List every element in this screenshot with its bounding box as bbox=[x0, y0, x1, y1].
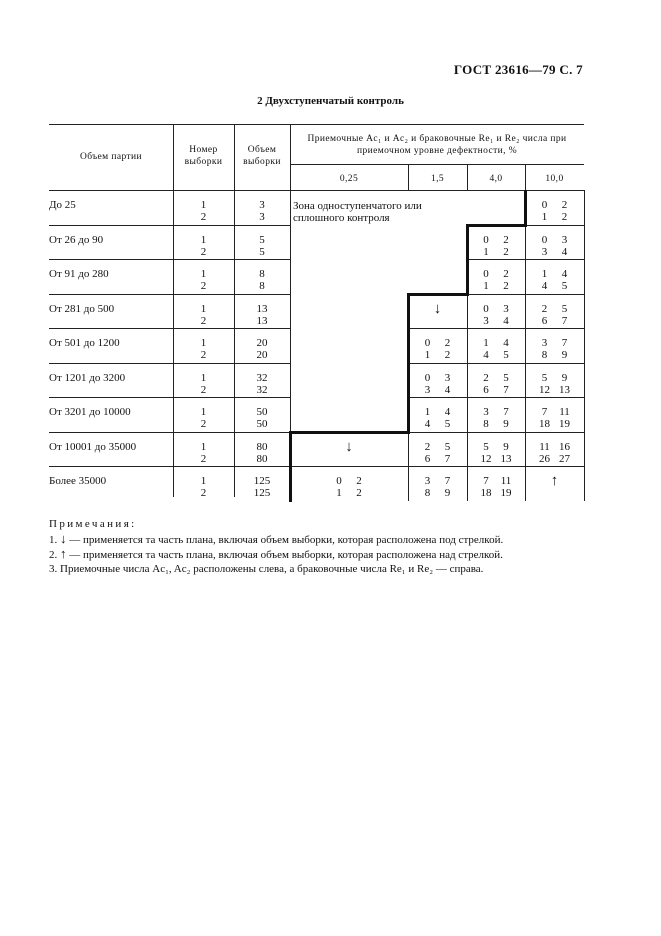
stage-2-numbers bbox=[418, 384, 458, 396]
sample-number: 1 bbox=[200, 406, 207, 418]
cell-divider bbox=[584, 363, 585, 398]
acceptance-number: 0 bbox=[483, 268, 489, 280]
acceptance-number: 4 bbox=[541, 280, 548, 292]
acceptance-number: 3 bbox=[424, 475, 431, 487]
sample-number: 1 bbox=[200, 199, 207, 211]
col-header-sample-no-line1: Номер bbox=[189, 145, 218, 155]
note-1-text: — применяется та часть плана, включая объем выборки, которая расположена под стрелкой. bbox=[69, 533, 504, 546]
batch-size-label: От 3201 до 10000 bbox=[49, 406, 131, 418]
cell-divider bbox=[525, 294, 526, 329]
acceptance-number: 6 bbox=[541, 314, 548, 327]
rejection-number: 19 bbox=[500, 487, 512, 499]
acceptance-number: 8 bbox=[541, 349, 548, 361]
acceptance-number: 1 bbox=[336, 487, 342, 499]
cell-divider bbox=[584, 397, 585, 432]
sample-number: 2 bbox=[200, 418, 207, 430]
cell-divider bbox=[584, 432, 585, 467]
sample-number: 2 bbox=[200, 245, 207, 258]
zone-boundary bbox=[466, 259, 469, 295]
acceptance-number: 0 bbox=[541, 233, 548, 246]
cell-divider bbox=[525, 466, 526, 501]
acceptance-number: 2 bbox=[483, 371, 489, 384]
stage-1-numbers bbox=[535, 199, 575, 211]
stage-2-numbers bbox=[535, 349, 575, 361]
acceptance-number: 0 bbox=[336, 475, 342, 487]
cell-divider bbox=[467, 432, 468, 467]
rejection-number: 7 bbox=[503, 383, 509, 396]
stage-2-numbers bbox=[476, 487, 516, 499]
stage-1-numbers bbox=[476, 372, 516, 384]
stage-2-numbers bbox=[535, 315, 575, 327]
rejection-number: 5 bbox=[503, 349, 509, 361]
batch-size-label: От 1201 до 3200 bbox=[49, 371, 126, 384]
sample-size: 5 bbox=[259, 245, 265, 258]
cell-divider bbox=[525, 328, 526, 363]
acceptance-number: 0 bbox=[424, 337, 431, 349]
zone-boundary bbox=[289, 431, 410, 434]
cell-rule bbox=[467, 259, 525, 260]
sample-size: 50 bbox=[256, 418, 268, 430]
cell-rule bbox=[525, 259, 584, 260]
down-arrow-icon: ↓ bbox=[345, 438, 353, 455]
acceptance-number: 1 bbox=[424, 349, 431, 361]
sample-number: 2 bbox=[200, 314, 207, 327]
rejection-number: 13 bbox=[500, 452, 512, 465]
acceptance-number: 0 bbox=[541, 199, 548, 211]
acceptance-number: 7 bbox=[483, 475, 489, 487]
cell-rule bbox=[408, 466, 467, 467]
cell-rule bbox=[290, 466, 408, 467]
rejection-number: 2 bbox=[356, 475, 362, 487]
up-arrow-icon: ↑ bbox=[60, 546, 67, 561]
cell-rule bbox=[408, 363, 467, 364]
stage-1-numbers bbox=[476, 475, 516, 487]
down-arrow-icon: ↓ bbox=[60, 530, 67, 546]
batch-size-label: Более 35000 bbox=[49, 475, 107, 487]
sample-size: 3 bbox=[259, 211, 265, 223]
row-rule bbox=[49, 225, 290, 226]
rejection-number: 3 bbox=[444, 371, 451, 384]
stage-2-numbers bbox=[476, 349, 516, 361]
acceptance-number: 0 bbox=[424, 371, 431, 384]
col-header-numbers bbox=[290, 133, 584, 157]
sample-size: 3 bbox=[259, 199, 265, 211]
notes bbox=[49, 518, 503, 576]
cell-divider bbox=[584, 190, 585, 225]
zone-label-line1: Зона одноступенчатого или bbox=[293, 200, 422, 212]
acceptance-number: 3 bbox=[541, 337, 548, 349]
sample-number: 2 bbox=[200, 452, 207, 465]
acceptance-number: 6 bbox=[424, 452, 431, 465]
sample-number: 1 bbox=[200, 440, 207, 453]
sample-number: 1 bbox=[200, 233, 207, 246]
col-header-numbers-line2: приемочном уровне дефектности, % bbox=[356, 146, 518, 156]
stage-1-numbers bbox=[418, 406, 458, 418]
note-1 bbox=[49, 532, 503, 548]
rejection-number: 7 bbox=[444, 475, 451, 487]
level-header: 4,0 bbox=[489, 174, 503, 184]
single-stage-zone-label bbox=[293, 200, 422, 224]
stage-1-numbers bbox=[329, 475, 369, 487]
acceptance-number: 11 bbox=[539, 440, 550, 453]
stage-2-numbers bbox=[418, 453, 458, 465]
stage-1-numbers bbox=[535, 441, 575, 453]
stage-1-numbers bbox=[476, 234, 516, 246]
batch-size-label: До 25 bbox=[49, 199, 76, 211]
stage-2-numbers bbox=[535, 384, 575, 396]
rejection-number: 9 bbox=[503, 440, 509, 453]
rejection-number: 9 bbox=[444, 487, 451, 499]
rejection-number: 2 bbox=[561, 211, 568, 223]
rejection-number: 2 bbox=[561, 199, 568, 211]
acceptance-number: 3 bbox=[483, 406, 489, 418]
cell-rule bbox=[467, 466, 525, 467]
stage-2-numbers bbox=[476, 453, 516, 465]
sample-size: 125 bbox=[253, 487, 271, 499]
sample-size: 125 bbox=[253, 475, 271, 487]
row-rule bbox=[49, 294, 290, 295]
stage-2-numbers bbox=[535, 418, 575, 430]
rejection-number: 27 bbox=[559, 452, 570, 465]
stage-2-numbers bbox=[476, 384, 516, 396]
sample-number: 1 bbox=[200, 337, 207, 349]
rejection-number: 4 bbox=[444, 406, 451, 418]
acceptance-number: 2 bbox=[541, 302, 548, 315]
batch-size-label: От 10001 до 35000 bbox=[49, 440, 137, 453]
acceptance-number: 0 bbox=[483, 302, 489, 315]
rejection-number: 5 bbox=[561, 280, 568, 292]
cell-rule bbox=[408, 328, 467, 329]
note-3: 3. Приемочные числа Ac₁, Ac₂ расположены слева, а браковочные числа Re₁ и Re₂ — справа. bbox=[49, 562, 484, 575]
sample-size: 13 bbox=[256, 302, 268, 315]
row-rule bbox=[49, 432, 290, 433]
cell-divider bbox=[467, 397, 468, 432]
cell-rule bbox=[525, 363, 584, 364]
rejection-number: 5 bbox=[561, 302, 568, 315]
stage-2-numbers bbox=[476, 418, 516, 430]
cell-rule bbox=[467, 397, 525, 398]
sample-number: 1 bbox=[200, 371, 207, 384]
cell-rule bbox=[525, 432, 584, 433]
acceptance-number: 26 bbox=[539, 452, 550, 465]
zone-boundary bbox=[466, 224, 527, 227]
acceptance-number: 3 bbox=[424, 383, 431, 396]
acceptance-number: 1 bbox=[483, 337, 489, 349]
rejection-number: 7 bbox=[503, 406, 509, 418]
rejection-number: 19 bbox=[559, 418, 570, 430]
rejection-number: 7 bbox=[561, 337, 568, 349]
column-divider bbox=[525, 164, 526, 190]
cell-divider bbox=[467, 363, 468, 398]
zone-label-line2: сплошного контроля bbox=[293, 212, 390, 224]
sample-size: 8 bbox=[259, 280, 265, 292]
stage-1-numbers bbox=[476, 337, 516, 349]
sample-size: 20 bbox=[256, 349, 268, 361]
rejection-number: 4 bbox=[561, 245, 568, 258]
stage-1-numbers bbox=[418, 441, 458, 453]
note-2-number: 2. bbox=[49, 549, 58, 561]
cell-divider bbox=[467, 328, 468, 363]
note-1-number: 1. bbox=[49, 533, 58, 546]
sample-size: 5 bbox=[259, 233, 265, 246]
acceptance-number: 0 bbox=[483, 233, 489, 246]
acceptance-number: 6 bbox=[483, 383, 489, 396]
acceptance-number: 7 bbox=[541, 406, 548, 418]
rejection-number: 4 bbox=[503, 314, 509, 327]
stage-2-numbers bbox=[476, 280, 516, 292]
cell-rule bbox=[525, 466, 584, 467]
col-header-numbers-line1: Приемочные Ac₁ и Ac₂ и браковочные Re₁ и Re₂ числа при bbox=[307, 134, 567, 144]
rejection-number: 2 bbox=[356, 487, 362, 499]
rejection-number: 7 bbox=[561, 314, 568, 327]
cell-rule bbox=[525, 225, 584, 226]
acceptance-number: 4 bbox=[483, 349, 489, 361]
batch-size-label: От 281 до 500 bbox=[49, 302, 115, 315]
rejection-number: 2 bbox=[503, 233, 509, 246]
stage-1-numbers bbox=[476, 441, 516, 453]
acceptance-number: 8 bbox=[424, 487, 431, 499]
stage-1-numbers bbox=[418, 372, 458, 384]
sample-size: 8 bbox=[259, 268, 265, 280]
sample-size: 32 bbox=[256, 383, 268, 396]
row-rule bbox=[49, 328, 290, 329]
column-divider bbox=[408, 164, 409, 190]
rejection-number: 4 bbox=[444, 383, 451, 396]
sample-size: 32 bbox=[256, 371, 268, 384]
batch-size-label: От 91 до 280 bbox=[49, 268, 109, 280]
rejection-number: 2 bbox=[503, 280, 509, 292]
notes-title: Примечания: bbox=[49, 518, 137, 530]
cell-divider bbox=[584, 225, 585, 260]
rejection-number: 3 bbox=[561, 233, 568, 246]
acceptance-number: 1 bbox=[541, 268, 548, 280]
cell-divider bbox=[584, 466, 585, 501]
stage-1-numbers bbox=[418, 475, 458, 487]
col-header-sample-no-line2: выборки bbox=[184, 157, 223, 167]
stage-2-numbers bbox=[535, 280, 575, 292]
level-header: 1,5 bbox=[430, 174, 445, 184]
acceptance-number: 8 bbox=[483, 418, 489, 430]
rejection-number: 2 bbox=[503, 268, 509, 280]
stage-2-numbers bbox=[476, 246, 516, 258]
stage-2-numbers bbox=[535, 246, 575, 258]
stage-1-numbers bbox=[535, 303, 575, 315]
cell-divider bbox=[584, 259, 585, 294]
sample-size: 80 bbox=[256, 440, 268, 453]
cell-rule bbox=[467, 363, 525, 364]
acceptance-number: 1 bbox=[541, 211, 548, 223]
section-title: 2 Двухступенчатый контроль bbox=[257, 95, 404, 107]
acceptance-number: 3 bbox=[541, 245, 548, 258]
stage-2-numbers bbox=[418, 418, 458, 430]
level-header-rule bbox=[290, 164, 584, 165]
rejection-number: 2 bbox=[444, 349, 451, 361]
col-header-batch: Объем партии bbox=[79, 152, 143, 162]
stage-1-numbers bbox=[535, 372, 575, 384]
cell-rule bbox=[408, 397, 467, 398]
stage-2-numbers bbox=[329, 487, 369, 499]
note-2-text: — применяется та часть плана, включая объем выборки, которая расположена над стрелкой. bbox=[69, 549, 503, 561]
rejection-number: 11 bbox=[500, 475, 512, 487]
batch-size-label: От 26 до 90 bbox=[49, 233, 104, 246]
batch-size-label: От 501 до 1200 bbox=[49, 337, 120, 349]
cell-divider bbox=[467, 294, 468, 329]
rejection-number: 11 bbox=[559, 406, 570, 418]
rejection-number: 2 bbox=[503, 245, 509, 258]
rejection-number: 4 bbox=[561, 268, 568, 280]
cell-divider bbox=[408, 466, 409, 501]
cell-divider bbox=[584, 328, 585, 363]
stage-1-numbers bbox=[535, 268, 575, 280]
cell-rule bbox=[467, 328, 525, 329]
rejection-number: 3 bbox=[503, 302, 509, 315]
rejection-number: 9 bbox=[561, 349, 568, 361]
row-rule bbox=[49, 259, 290, 260]
rejection-number: 2 bbox=[444, 337, 451, 349]
note-2 bbox=[49, 547, 503, 563]
sample-number: 2 bbox=[200, 383, 207, 396]
acceptance-number: 12 bbox=[539, 383, 550, 396]
rejection-number: 9 bbox=[503, 418, 509, 430]
stage-2-numbers bbox=[418, 349, 458, 361]
zone-boundary bbox=[466, 225, 469, 261]
up-arrow-icon: ↑ bbox=[550, 473, 559, 489]
sample-size: 13 bbox=[256, 314, 268, 327]
sample-number: 1 bbox=[200, 268, 207, 280]
stage-1-numbers bbox=[476, 406, 516, 418]
col-header-sample-size-line2: выборки bbox=[243, 157, 281, 167]
row-rule bbox=[49, 363, 290, 364]
rejection-number: 5 bbox=[444, 440, 451, 453]
down-arrow-icon: ↓ bbox=[433, 300, 442, 317]
rejection-number: 5 bbox=[503, 371, 509, 384]
stage-2-numbers bbox=[535, 211, 575, 223]
acceptance-number: 1 bbox=[483, 280, 489, 292]
rejection-number: 7 bbox=[444, 452, 451, 465]
acceptance-number: 3 bbox=[483, 314, 489, 327]
rejection-number: 5 bbox=[444, 418, 451, 430]
col-header-sample-no bbox=[173, 144, 234, 168]
level-header: 0,25 bbox=[339, 174, 359, 184]
cell-rule bbox=[525, 397, 584, 398]
sample-number: 1 bbox=[200, 475, 207, 487]
zone-boundary bbox=[524, 190, 527, 226]
cell-divider bbox=[525, 397, 526, 432]
cell-rule bbox=[467, 294, 525, 295]
sample-size: 80 bbox=[256, 452, 268, 465]
cell-divider bbox=[584, 294, 585, 329]
document-header: ГОСТ 23616—79 С. 7 bbox=[453, 62, 583, 77]
rejection-number: 16 bbox=[559, 440, 570, 453]
acceptance-number: 1 bbox=[483, 245, 489, 258]
table-top-rule bbox=[49, 124, 584, 125]
zone-boundary bbox=[407, 293, 469, 296]
rejection-number: 9 bbox=[561, 371, 568, 384]
sample-size: 20 bbox=[256, 337, 268, 349]
cell-divider bbox=[408, 432, 409, 467]
acceptance-number: 18 bbox=[539, 418, 550, 430]
cell-divider bbox=[467, 466, 468, 501]
cell-rule bbox=[467, 432, 525, 433]
cell-rule bbox=[525, 328, 584, 329]
sample-number: 2 bbox=[200, 280, 207, 292]
stage-2-numbers bbox=[418, 487, 458, 499]
zone-boundary bbox=[407, 328, 410, 364]
stage-1-numbers bbox=[476, 303, 516, 315]
acceptance-number: 4 bbox=[424, 418, 431, 430]
acceptance-number: 2 bbox=[424, 440, 431, 453]
acceptance-number: 5 bbox=[541, 371, 548, 384]
stage-2-numbers bbox=[476, 315, 516, 327]
cell-divider bbox=[525, 225, 526, 260]
cell-divider bbox=[525, 363, 526, 398]
header-bottom-rule bbox=[49, 190, 584, 191]
acceptance-number: 12 bbox=[480, 452, 492, 465]
stage-1-numbers bbox=[535, 234, 575, 246]
acceptance-number: 1 bbox=[424, 406, 431, 418]
column-divider bbox=[467, 164, 468, 190]
sample-number: 2 bbox=[200, 487, 207, 499]
row-rule bbox=[49, 397, 290, 398]
zone-boundary bbox=[407, 294, 410, 330]
stage-1-numbers bbox=[535, 406, 575, 418]
sample-number: 2 bbox=[200, 211, 207, 223]
rejection-number: 13 bbox=[559, 383, 570, 396]
stage-1-numbers bbox=[476, 268, 516, 280]
col-header-sample-size bbox=[234, 144, 290, 168]
row-rule bbox=[49, 466, 290, 467]
rejection-number: 4 bbox=[503, 337, 509, 349]
level-header: 10,0 bbox=[545, 174, 564, 184]
sample-number: 2 bbox=[200, 349, 207, 361]
acceptance-number: 18 bbox=[480, 487, 492, 499]
cell-divider bbox=[525, 432, 526, 467]
stage-1-numbers bbox=[418, 337, 458, 349]
cell-divider bbox=[525, 259, 526, 294]
stage-1-numbers bbox=[535, 337, 575, 349]
zone-boundary bbox=[407, 363, 410, 399]
acceptance-number: 5 bbox=[483, 440, 489, 453]
col-header-sample-size-line1: Объем bbox=[247, 145, 277, 155]
cell-rule bbox=[525, 294, 584, 295]
stage-2-numbers bbox=[535, 453, 575, 465]
zone-boundary bbox=[407, 397, 410, 433]
cell-rule bbox=[408, 432, 467, 433]
sample-number: 1 bbox=[200, 302, 207, 315]
sample-size: 50 bbox=[256, 406, 268, 418]
